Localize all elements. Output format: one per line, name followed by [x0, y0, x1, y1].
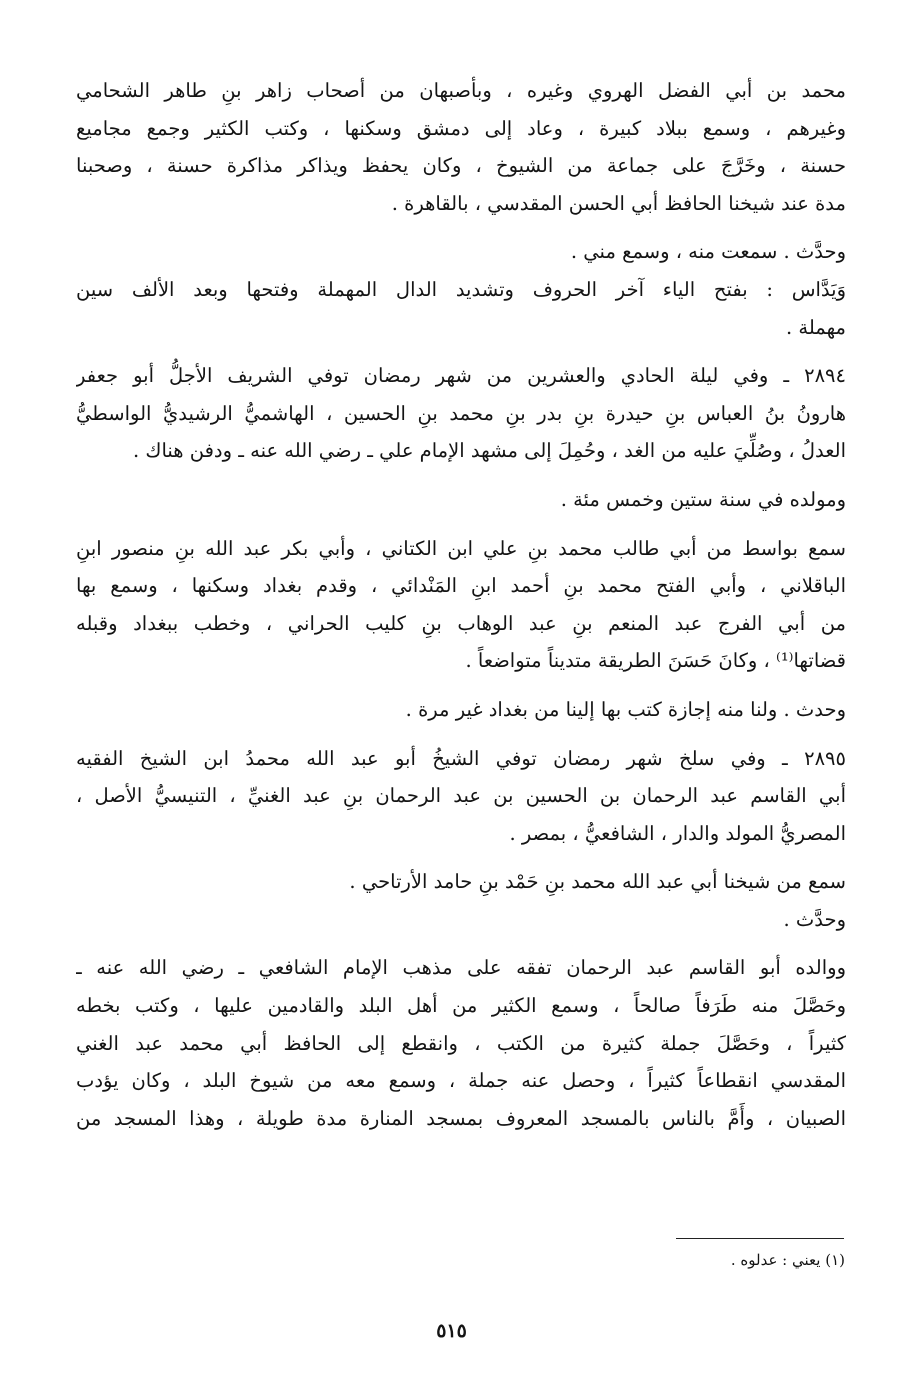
- text-line: من أبي الفرج عبد المنعم بنِ عبد الوهاب بنِ كليب الحراني ، وخطب ببغداد وقبله: [76, 611, 846, 635]
- text-line: الصبيان ، وأَمَّ بالناس بالمسجد المعروف بمسجد المنارة مدة طويلة ، وهذا المسجد من: [76, 1106, 846, 1130]
- text-line: وحدَّث . سمعت منه ، وسمع مني .: [570, 240, 846, 264]
- footnote: (١) يعني : عدلوه .: [730, 1251, 845, 1269]
- text-line: هارونُ بنُ العباس بنِ حيدرة بنِ بدر بنِ محمد بنِ الحسين ، الهاشميُّ الرشيديُّ الواسطيُّ: [76, 401, 846, 425]
- text-line: ومولده في سنة ستين وخمس مئة .: [560, 487, 846, 511]
- text-line: المقدسي انقطاعاً كثيراً ، وحصل عنه جملة ، وسمع معه من شيوخ البلد ، وكان يؤدب: [76, 1069, 846, 1093]
- paragraph: [76, 863, 846, 938]
- text-line: مهملة .: [785, 315, 846, 339]
- text-line: مدة عند شيخنا الحافظ أبي الحسن المقدسي ، بالقاهرة .: [391, 191, 846, 215]
- paragraph: [76, 233, 846, 271]
- text-line: وحدَّث .: [783, 907, 846, 931]
- text-line: المصريُّ المولد والدار ، الشافعيُّ ، بمصر .: [509, 821, 846, 845]
- text-line: وغيرهم ، وسمع ببلاد كبيرة ، وعاد إلى دمشق وسكنها ، وكتب الكثير وجمع مجاميع: [76, 116, 846, 140]
- page-number: ٥١٥: [436, 1320, 467, 1342]
- text-line: قضاتها⁽¹⁾ ، وكانَ حَسَنَ الطريقة متديناً متواضعاً .: [465, 649, 846, 673]
- text-line: أبي القاسم عبد الرحمان بن الحسين بن عبد الرحمان بنِ عبد الغنيِّ ، التنيسيُّ الأصل ،: [76, 784, 846, 808]
- entry-2895: [76, 740, 846, 853]
- text-line: العدلُ ، وصُلِّيَ عليه من الغد ، وحُمِلَ إلى مشهد الإمام علي ـ رضي الله عنه ـ ودفن هناك .: [132, 439, 846, 463]
- paragraph: [76, 72, 846, 222]
- paragraph: [76, 949, 846, 1137]
- paragraph: [76, 271, 846, 346]
- text-line: كثيراً ، وحَصَّلَ جملة كثيرة من الكتب ، وانقطع إلى الحافظ أبي محمد عبد الغني: [76, 1031, 846, 1055]
- paragraph: [76, 481, 846, 519]
- text-line: الباقلاني ، وأبي الفتح محمد بنِ أحمد ابنِ المَنْدائي ، وقدم بغداد وسكنها ، وسمع بها: [76, 574, 846, 598]
- paragraph: [76, 530, 846, 680]
- text-line: وحَصَّلَ منه طَرَفاً صالحاً ، وسمع الكثير من أهل البلد والقادمين عليها ، وكتب بخطه: [76, 994, 846, 1018]
- footnote-rule: [676, 1238, 844, 1239]
- text-line: سمع من شيخنا أبي عبد الله محمد بنِ حَمْد بنِ حامد الأرتاحي .: [349, 870, 846, 894]
- text-line: وَيَدَّاس : بفتح الياء آخر الحروف وتشديد الدال المهملة وفتحها وبعد الألف سين: [76, 277, 846, 301]
- page-body: [76, 72, 846, 1137]
- text-line: ٢٨٩٤ ـ وفي ليلة الحادي والعشرين من شهر رمضان توفي الشريف الأجلُّ أبو جعفر: [76, 364, 846, 388]
- text-line: محمد بن أبي الفضل الهروي وغيره ، وبأصبهان من أصحاب زاهر بنِ طاهر الشحامي: [76, 79, 846, 102]
- text-line: سمع بواسط من أبي طالب محمد بنِ علي ابن الكتاني ، وأبي بكر عبد الله بنِ منصور ابنِ: [76, 536, 846, 560]
- text-line: ٢٨٩٥ ـ وفي سلخ شهر رمضان توفي الشيخُ أبو عبد الله محمدُ ابن الشيخ الفقيه: [76, 746, 846, 770]
- text-line: ووالده أبو القاسم عبد الرحمان تفقه على مذهب الإمام الشافعي ـ رضي الله عنه ـ: [76, 956, 846, 980]
- text-line: وحدث . ولنا منه إجازة كتب بها إلينا من بغداد غير مرة .: [405, 697, 846, 721]
- entry-2894: [76, 357, 846, 470]
- paragraph: [76, 691, 846, 729]
- text-line: حسنة ، وخَرَّجَ على جماعة من الشيوخ ، وكان يحفظ ويذاكر مذاكرة حسنة ، وصحبنا: [76, 154, 846, 178]
